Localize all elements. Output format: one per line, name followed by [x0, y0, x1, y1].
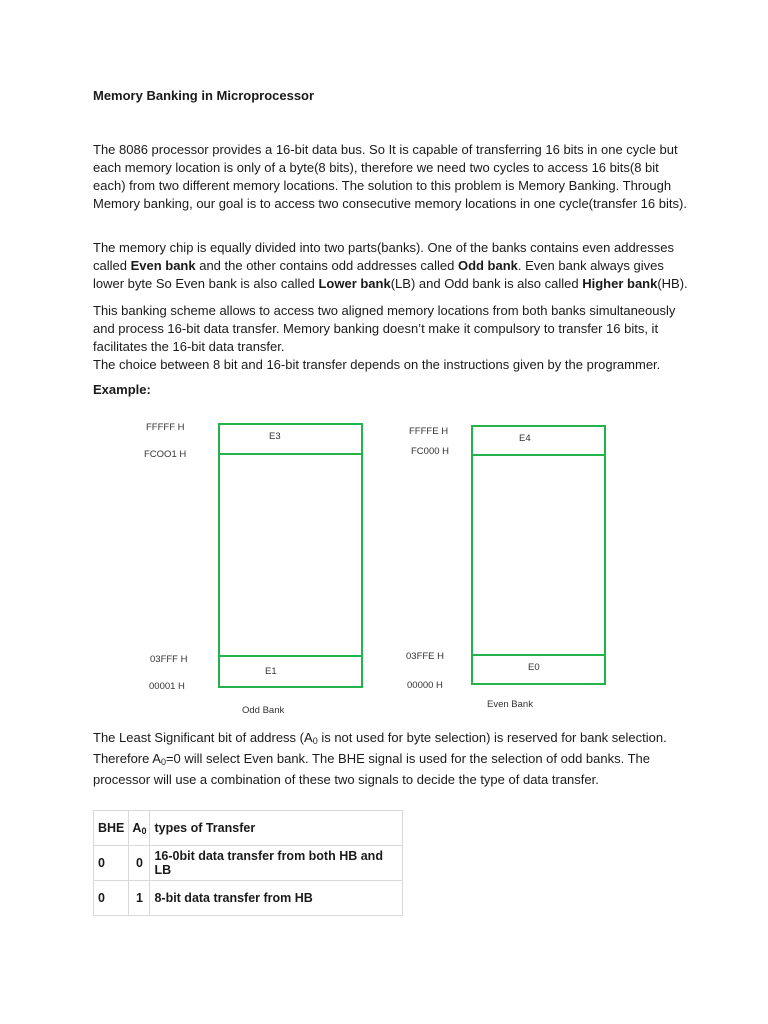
header-a0-main: A [132, 820, 142, 835]
transfer-type-table [93, 810, 403, 916]
text-run: =0 will select Even bank. The BHE signal is used for the selection of odd banks. The processor will use a combination of these two signals to decide the type of data transfer. [93, 751, 650, 787]
paragraph-bank-selection [93, 729, 693, 789]
even-bottom-cell: E0 [528, 662, 540, 673]
cell-bhe: 0 [94, 846, 129, 881]
table-row [94, 846, 403, 881]
header-a0-sub: 0 [141, 825, 147, 836]
text-run: The memory chip is equally divided into two parts(banks). One of the banks contains even addresses called [93, 240, 674, 273]
document-title: Memory Banking in Microprocessor [93, 88, 315, 103]
even-low-address: 03FFE H [406, 651, 445, 662]
odd-second-address: FCOO1 H [144, 449, 187, 460]
paragraph-intro: The 8086 processor provides a 16-bit data bus. So It is capable of transferring 16 bits in one cycle but each memory location is only of a byte(8 bits), therefore we need two cycles to access 16 bits(8 bit each) from two different memory locations. The solution to this problem is Memory Banking. Through Memory banking, our goal is to access two consecutive memory locations in one cycle(transfer 16 bits). [93, 142, 687, 211]
odd-top-cell: E3 [269, 431, 281, 442]
even-top-cell: E4 [519, 433, 531, 444]
subscript: 0 [160, 757, 166, 767]
text-run: . Even bank always gives lower byte So Even bank is also called [93, 258, 664, 291]
even-bank-caption: Even Bank [487, 699, 533, 710]
odd-bank-box [219, 424, 362, 687]
text-run: (LB) and Odd bank is also called [390, 276, 583, 291]
odd-bank-caption: Odd Bank [242, 705, 285, 716]
header-a0 [129, 811, 150, 846]
header-type: types of Transfer [150, 811, 403, 846]
even-bottom-address: 00000 H [407, 680, 443, 691]
odd-top-address: FFFFF H [146, 422, 185, 433]
odd-bank [144, 422, 362, 716]
cell-a0: 1 [129, 881, 150, 916]
term-odd-bank: Odd bank [457, 258, 518, 273]
table-header-row [94, 811, 403, 846]
paragraph-scheme [93, 302, 693, 374]
odd-bottom-cell: E1 [265, 666, 277, 677]
cell-type: 16-0bit data transfer from both HB and LB [150, 846, 403, 881]
subscript: 0 [312, 736, 318, 746]
even-second-address: FC000 H [411, 446, 450, 457]
text-run: and the other contains odd addresses called [195, 258, 458, 273]
text-run: (HB). [657, 276, 688, 291]
cell-bhe: 0 [94, 881, 129, 916]
even-bank-box [472, 426, 605, 684]
cell-a0: 0 [129, 846, 150, 881]
odd-bottom-address: 00001 H [149, 681, 185, 692]
example-heading: Example: [93, 382, 151, 397]
term-lower-bank: Lower bank [318, 276, 391, 291]
term-higher-bank: Higher bank [582, 276, 658, 291]
text-run: The choice between 8 bit and 16-bit transfer depends on the instructions given by the programmer. [93, 357, 661, 372]
text-run: is not used for byte selection) is reserved for bank selection. Therefore A [93, 730, 667, 766]
paragraph-banks [93, 239, 693, 293]
odd-low-address: 03FFF H [150, 654, 188, 665]
cell-type: 8-bit data transfer from HB [150, 881, 403, 916]
even-top-address: FFFFE H [409, 426, 449, 437]
text-run: This banking scheme allows to access two aligned memory locations from both banks simultaneously and process 16-bit data transfer. Memory banking doesn’t make it compulsory to transfer 16 bits, it facilitates the 16-bit data transfer. [93, 303, 676, 354]
table-row [94, 881, 403, 916]
text-run: The Least Significant bit of address (A [93, 730, 313, 745]
term-even-bank: Even bank [130, 258, 196, 273]
memory-bank-diagram [0, 410, 768, 730]
even-bank [406, 426, 605, 710]
header-bhe: BHE [94, 811, 129, 846]
